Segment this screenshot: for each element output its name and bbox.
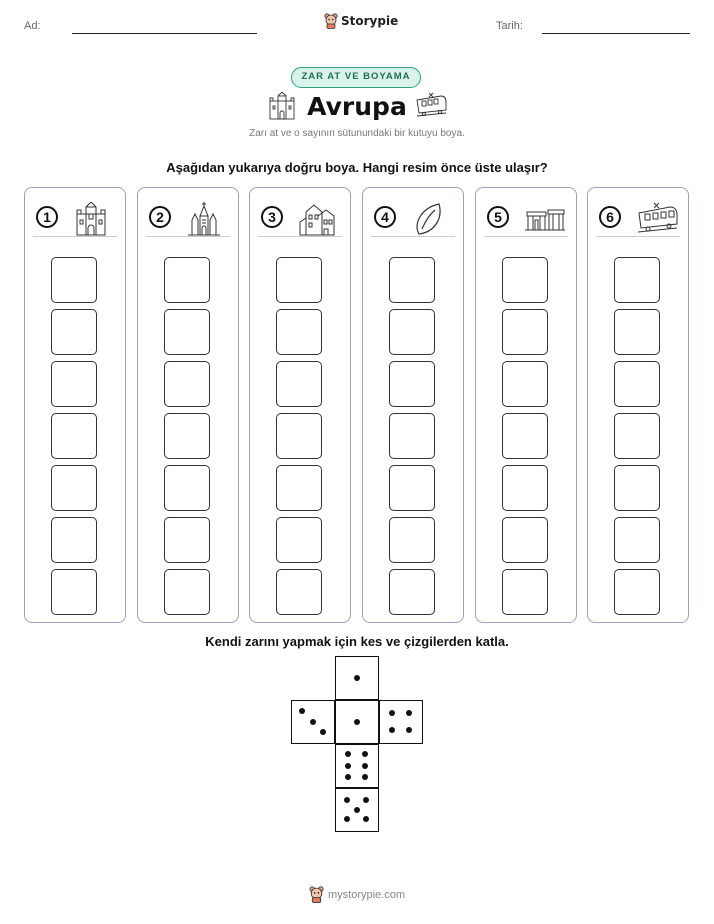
column-number: 1 <box>36 206 58 228</box>
color-box[interactable] <box>276 569 322 615</box>
storypie-mascot-icon <box>309 886 324 903</box>
color-box[interactable] <box>389 569 435 615</box>
castle-icon <box>73 202 109 236</box>
color-box[interactable] <box>51 413 97 459</box>
column-1 <box>24 187 126 623</box>
stonehenge-icon <box>524 202 566 232</box>
die-face <box>291 700 335 744</box>
column-number: 5 <box>487 206 509 228</box>
die-pip <box>389 710 395 716</box>
date-label: Tarih: <box>496 20 523 32</box>
brand-logo <box>324 13 398 29</box>
color-box[interactable] <box>51 309 97 355</box>
storypie-mascot-icon <box>324 13 338 29</box>
tram-icon <box>636 202 678 234</box>
color-box[interactable] <box>614 257 660 303</box>
color-box[interactable] <box>614 517 660 563</box>
dice-instruction: Kendi zarını yapmak için kes ve çizgilerden katla. <box>205 634 509 649</box>
footer-url: mystorypie.com <box>327 888 406 901</box>
die-pip <box>389 727 395 733</box>
color-box[interactable] <box>164 569 210 615</box>
die-face <box>379 700 423 744</box>
column-2 <box>137 187 239 623</box>
color-box[interactable] <box>164 465 210 511</box>
color-box[interactable] <box>276 309 322 355</box>
die-pip <box>320 729 326 735</box>
color-box[interactable] <box>502 465 548 511</box>
die-pip <box>345 774 351 780</box>
color-box[interactable] <box>276 465 322 511</box>
die-pip <box>354 675 360 681</box>
column-5 <box>475 187 577 623</box>
die-pip <box>299 708 305 714</box>
column-header <box>258 202 342 237</box>
color-box[interactable] <box>502 517 548 563</box>
column-header <box>371 202 455 237</box>
die-pip <box>406 727 412 733</box>
color-box[interactable] <box>502 569 548 615</box>
column-number: 6 <box>599 206 621 228</box>
color-box[interactable] <box>51 569 97 615</box>
column-header <box>596 202 680 237</box>
color-box[interactable] <box>276 361 322 407</box>
color-box[interactable] <box>614 309 660 355</box>
column-number: 2 <box>149 206 171 228</box>
name-line <box>72 33 257 34</box>
date-line <box>542 33 690 34</box>
die-pip <box>354 807 360 813</box>
column-header <box>484 202 568 237</box>
die-pip <box>310 719 316 725</box>
column-number: 3 <box>261 206 283 228</box>
color-box[interactable] <box>502 309 548 355</box>
column-4 <box>362 187 464 623</box>
color-box[interactable] <box>389 257 435 303</box>
brand-name: Storypie <box>341 14 399 28</box>
color-box[interactable] <box>164 361 210 407</box>
color-box[interactable] <box>389 465 435 511</box>
color-box[interactable] <box>276 413 322 459</box>
column-6 <box>587 187 689 623</box>
color-box[interactable] <box>51 465 97 511</box>
die-pip <box>344 797 350 803</box>
color-box[interactable] <box>502 413 548 459</box>
almond-icon <box>411 202 447 236</box>
die-pip <box>363 797 369 803</box>
color-box[interactable] <box>164 517 210 563</box>
color-box[interactable] <box>389 309 435 355</box>
die-face <box>335 788 379 832</box>
page-title: Avrupa <box>307 92 407 121</box>
column-header <box>146 202 230 237</box>
die-pip <box>363 816 369 822</box>
die-pip <box>362 763 368 769</box>
color-box[interactable] <box>164 257 210 303</box>
die-face <box>335 700 379 744</box>
color-box[interactable] <box>614 361 660 407</box>
die-pip <box>354 719 360 725</box>
die-pip <box>362 774 368 780</box>
die-pip <box>344 816 350 822</box>
color-box[interactable] <box>164 413 210 459</box>
color-box[interactable] <box>614 465 660 511</box>
color-box[interactable] <box>502 361 548 407</box>
die-pip <box>406 710 412 716</box>
column-number: 4 <box>374 206 396 228</box>
footer <box>0 886 714 903</box>
tram-icon <box>415 92 447 118</box>
color-box[interactable] <box>389 413 435 459</box>
cathedral-icon <box>186 202 222 236</box>
die-pip <box>345 763 351 769</box>
die-pip <box>362 751 368 757</box>
color-box[interactable] <box>276 517 322 563</box>
column-3 <box>249 187 351 623</box>
die-pip <box>345 751 351 757</box>
color-box[interactable] <box>389 517 435 563</box>
subtitle: Zarı at ve o sayının sütunundaki bir kutuyu boya. <box>249 128 465 139</box>
color-box[interactable] <box>389 361 435 407</box>
color-box[interactable] <box>276 257 322 303</box>
activity-badge: ZAR AT VE BOYAMA <box>291 67 421 88</box>
color-box[interactable] <box>614 569 660 615</box>
old-town-icon <box>298 202 336 236</box>
name-label: Ad: <box>24 20 41 32</box>
column-header <box>33 202 117 237</box>
color-box[interactable] <box>502 257 548 303</box>
die-face <box>335 744 379 788</box>
die-face <box>335 656 379 700</box>
color-box[interactable] <box>51 257 97 303</box>
color-box[interactable] <box>614 413 660 459</box>
coloring-instruction: Aşağıdan yukarıya doğru boya. Hangi resim önce üste ulaşır? <box>166 160 548 175</box>
color-box[interactable] <box>51 361 97 407</box>
color-box[interactable] <box>164 309 210 355</box>
color-box[interactable] <box>51 517 97 563</box>
